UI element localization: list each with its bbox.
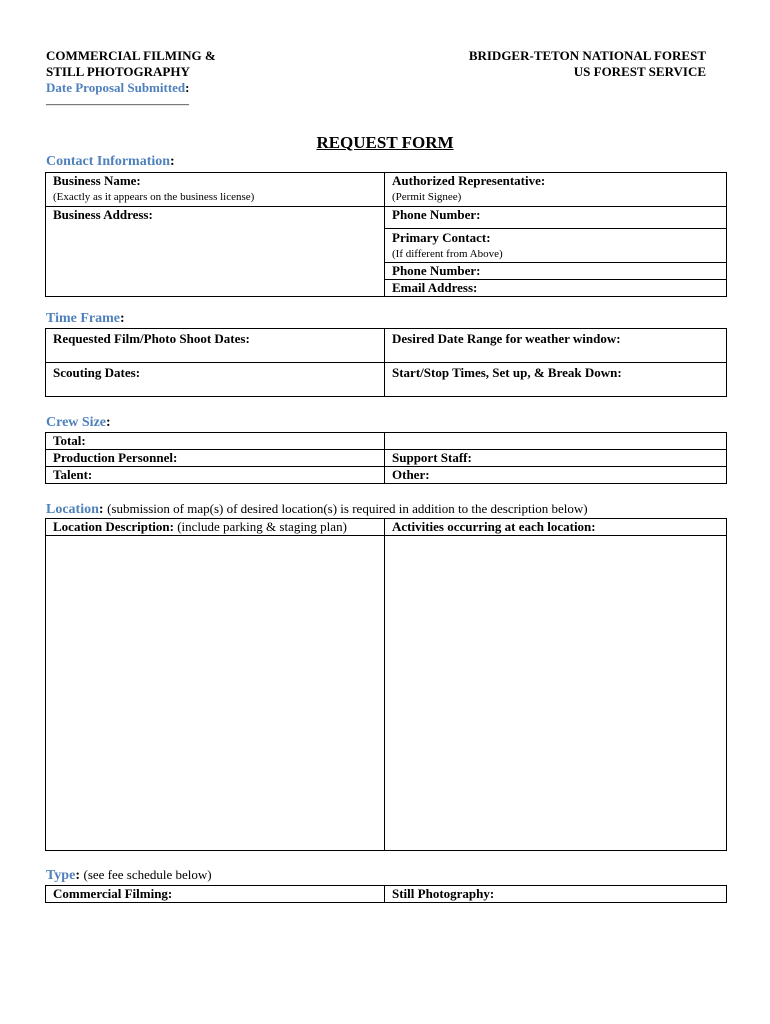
date-proposal-label: Date Proposal Submitted — [46, 80, 186, 95]
authorized-rep-cell[interactable] — [385, 173, 727, 207]
type-heading-label: Type — [46, 868, 76, 883]
time-frame-heading-label: Time Frame — [46, 311, 120, 326]
start-stop-label: Start/Stop Times, Set up, & Break Down: — [392, 365, 622, 380]
business-name-cell[interactable] — [46, 173, 385, 207]
location-heading — [46, 501, 588, 518]
total-cell[interactable] — [46, 433, 385, 450]
shoot-dates-label: Requested Film/Photo Shoot Dates: — [53, 331, 250, 346]
contact-table — [45, 172, 727, 297]
phone-number-2-cell[interactable] — [385, 263, 727, 280]
type-table — [45, 885, 727, 903]
commercial-filming-cell[interactable] — [46, 886, 385, 903]
date-proposal-blank[interactable]: ——————————— — [46, 96, 189, 111]
support-staff-label: Support Staff: — [392, 450, 472, 465]
shoot-dates-cell[interactable] — [46, 329, 385, 363]
primary-contact-note: (If different from Above) — [392, 248, 503, 260]
scouting-dates-cell[interactable] — [46, 363, 385, 397]
weather-window-label: Desired Date Range for weather window: — [392, 331, 621, 346]
weather-window-cell[interactable] — [385, 329, 727, 363]
date-proposal-line — [46, 80, 216, 96]
date-proposal-colon: : — [185, 80, 190, 95]
location-heading-colon: : — [98, 502, 104, 517]
type-heading — [46, 867, 212, 884]
phone-number-1-cell[interactable] — [385, 207, 727, 229]
page-title: REQUEST FORM — [316, 133, 454, 152]
location-note: (submission of map(s) of desired location(s) is required in addition to the description below) — [107, 501, 588, 516]
header-right-line1: BRIDGER-TETON NATIONAL FOREST — [468, 48, 706, 63]
location-table — [45, 518, 727, 851]
contact-heading — [46, 154, 175, 170]
other-cell[interactable] — [385, 467, 727, 484]
primary-contact-cell[interactable] — [385, 229, 727, 263]
crew-size-heading — [46, 415, 111, 431]
header-right — [469, 48, 706, 80]
type-heading-colon: : — [75, 868, 80, 883]
crew-size-table — [45, 432, 727, 484]
other-label: Other: — [392, 467, 430, 482]
type-note: (see fee schedule below) — [83, 867, 212, 882]
business-name-label: Business Name: — [53, 173, 141, 188]
scouting-dates-label: Scouting Dates: — [53, 365, 141, 380]
business-address-label: Business Address: — [53, 207, 153, 222]
header-left — [46, 48, 216, 112]
commercial-filming-label: Commercial Filming: — [53, 886, 173, 901]
header-left-line1: COMMERCIAL FILMING & — [46, 48, 216, 63]
production-personnel-label: Production Personnel: — [53, 450, 178, 465]
total-blank-cell[interactable] — [385, 433, 727, 450]
crew-size-heading-label: Crew Size — [46, 415, 106, 430]
contact-heading-colon: : — [170, 154, 175, 169]
time-frame-heading — [46, 311, 125, 327]
location-description-label: Location Description: — [53, 519, 174, 534]
total-label: Total: — [53, 433, 86, 448]
phone-number-1-label: Phone Number: — [392, 207, 481, 222]
email-address-cell[interactable] — [385, 280, 727, 297]
location-description-field[interactable] — [46, 536, 385, 851]
start-stop-cell[interactable] — [385, 363, 727, 397]
crew-size-heading-colon: : — [106, 415, 111, 430]
contact-heading-label: Contact Information — [46, 154, 171, 169]
business-name-note: (Exactly as it appears on the business license) — [53, 191, 255, 203]
phone-number-2-label: Phone Number: — [392, 263, 481, 278]
support-staff-cell[interactable] — [385, 450, 727, 467]
business-address-cell[interactable] — [46, 207, 385, 297]
location-description-header — [46, 519, 385, 536]
header-right-line2: US FOREST SERVICE — [573, 64, 706, 79]
location-heading-label: Location — [46, 502, 99, 517]
still-photography-label: Still Photography: — [392, 886, 495, 901]
location-description-note: (include parking & staging plan) — [177, 519, 347, 534]
activities-header — [385, 519, 727, 536]
production-personnel-cell[interactable] — [46, 450, 385, 467]
header-left-line2: STILL PHOTOGRAPHY — [46, 64, 190, 79]
time-frame-table — [45, 328, 727, 397]
talent-cell[interactable] — [46, 467, 385, 484]
talent-label: Talent: — [53, 467, 93, 482]
time-frame-heading-colon: : — [120, 311, 125, 326]
authorized-rep-label: Authorized Representative: — [392, 173, 546, 188]
still-photography-cell[interactable] — [385, 886, 727, 903]
email-address-label: Email Address: — [392, 280, 478, 295]
activities-field[interactable] — [385, 536, 727, 851]
primary-contact-label: Primary Contact: — [392, 230, 491, 245]
activities-label: Activities occurring at each location: — [392, 519, 596, 534]
authorized-rep-note: (Permit Signee) — [392, 191, 462, 203]
